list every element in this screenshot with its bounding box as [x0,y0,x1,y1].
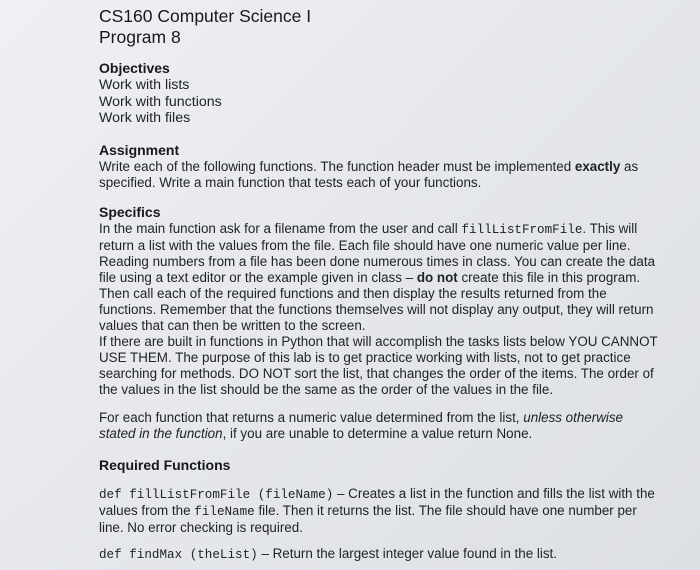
specifics-p1-bold: do not [416,270,458,285]
function-fill-list-signature: def fillListFromFile (fileName) [99,488,334,502]
specifics-paragraph-1 [99,221,659,334]
specifics-p1-text-2: . This will return a list with the values from the file. Each file should have one numeric value per line. Reading numbers from a file has been done numerous times in class. You can create the data file using a text editor or the example given in class – [99,221,656,285]
required-functions-section [99,457,659,474]
function-fill-list-text-1: – Creates a list in the function and fills the list with the values from the [99,486,655,518]
function-fill-list-text-2: file. Then it returns the list. The file should have one number per line. No error checking is required. [99,503,637,535]
objectives-heading: Objectives [99,60,170,76]
assignment-text-bold: exactly [574,159,621,174]
objective-item: Work with files [99,110,191,126]
objective-item: Work with functions [99,93,222,110]
specifics-p3-text-1: For each function that returns a numeric value determined from the list, [99,410,524,425]
objectives-section [99,60,659,127]
function-fill-list-block [99,486,659,536]
function-find-max-text: – Return the largest integer value found in the list. [257,546,557,561]
specifics-p1-text-3: create this file in this program. Then call each of the required functions and then display the results returned from the functions. Remember that the functions themselves will not display any output, they will return values that can then be written to the screen. [99,270,654,333]
program-title: Program 8 [99,27,181,47]
specifics-paragraph-2: If there are built in functions in Python that will accomplish the tasks lists below YOU CANNOT USE THEM. The purpose of this lab is to get practice working with lists, not to get practice searching for methods. DO NOT sort the list, that changes the order of the items. The order of the values in the list should be the same as the order of the values in the file. [99,334,658,397]
objectives-list [99,77,659,127]
course-title: CS160 Computer Science I [99,6,312,26]
specifics-paragraph-3 [99,410,659,442]
specifics-p3-text-2: , if you are unable to determine a value return None. [222,426,533,441]
specifics-heading: Specifics [99,204,161,220]
specifics-paragraph-3-block [99,410,659,442]
function-find-max-block [99,546,659,563]
function-fill-list-code: fileName [194,505,255,519]
function-find-max-signature: def findMax (theList) [99,548,258,562]
specifics-section [99,204,659,334]
specifics-p1-text-1: In the main function ask for a filename from the user and call [99,221,462,236]
specifics-paragraph-2-block [99,334,659,398]
assignment-text-2: as specified. Write a main function that tests each of your functions. [99,159,639,190]
assignment-section [99,142,659,191]
required-functions-heading: Required Functions [99,457,231,473]
function-find-max-description [99,546,659,563]
document-header [99,6,311,48]
function-fill-list-description [99,486,659,536]
assignment-text [99,159,659,191]
objective-item: Work with lists [99,77,190,93]
specifics-p3-italic: unless otherwise stated in the function [99,410,623,441]
specifics-p1-code: fillListFromFile [461,223,583,237]
assignment-heading: Assignment [99,142,180,158]
assignment-text-1: Write each of the following functions. The function header must be implemented [99,159,575,174]
